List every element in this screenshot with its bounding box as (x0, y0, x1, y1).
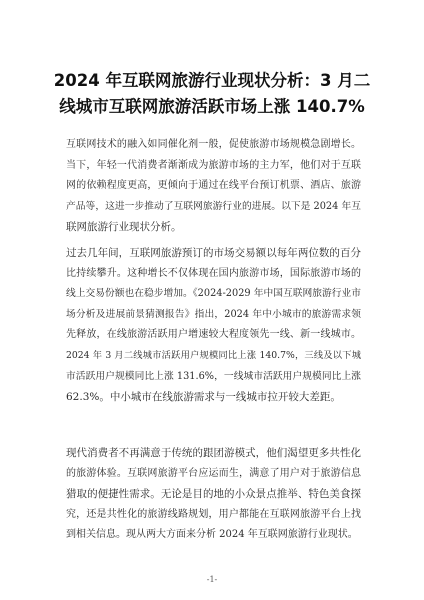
paragraph-line: 到相关信息。现从两大方面来分析 2024 年互联网旅游行业现状。 (66, 529, 358, 541)
paragraph-line: 当下，年轻一代消费者渐渐成为旅游市场的主力军，他们对于互联 (66, 159, 361, 171)
paragraph-market-growth (66, 243, 361, 408)
paragraph-line: 线上交易份额也在稳步增加。《2024-2029 年中国互联网旅游行业市 (66, 288, 361, 300)
paragraph-line: 网的依赖程度更高，更倾向于通过在线平台预订机票、酒店、旅游 (66, 180, 361, 192)
paragraph-line: 先释放，在线旅游活跃用户增速较大程度领先一线、新一线城市。 (66, 329, 361, 341)
paragraph-line: 的旅游体验。互联网旅游平台应运而生，满意了用户对于旅游信息 (66, 467, 361, 479)
paragraph-line: 究，还是共性化的旅游线路规划，用户都能在互联网旅游平台上找 (66, 508, 361, 520)
paragraph-intro (66, 135, 361, 238)
paragraph-consumer-trends (66, 443, 361, 546)
paragraph-line: 62.3%。中小城市在线旅游需求与一线城市拉开较大差距。 (66, 391, 341, 404)
page-number: -1- (206, 575, 218, 584)
paragraph-line: 产品等，这进一步推动了互联网旅游行业的进展。以下是 2024 年互 (66, 200, 361, 212)
paragraph-line: 互联网技术的融入如同催化剂一般，促使旅游市场规模急剧增长。 (66, 139, 361, 150)
paragraph-line: 2024 年 3 月二线城市活跃用户规模同比上涨 140.7%，三线及以下城 (66, 349, 361, 361)
document-title (48, 68, 376, 120)
title-line-2: 线城市互联网旅游活跃市场上涨 140.7% (59, 97, 365, 116)
paragraph-line: 现代消费者不再满意于传统的跟团游模式，他们渴望更多共性化 (66, 447, 361, 459)
paragraph-line: 过去几年间，互联网旅游预订的市场交易额以每年两位数的百分 (66, 247, 361, 259)
paragraph-line: 市活跃用户规模同比上涨 131.6%，一线城市活跃用户规模同比上涨 (66, 370, 361, 382)
paragraph-line: 联网旅游行业现状分析。 (66, 221, 182, 234)
paragraph-line: 比持续攀升。这种增长不仅体现在国内旅游市场，国际旅游市场的 (66, 267, 361, 279)
title-line-1: 2024 年互联网旅游行业现状分析：3 月二 (53, 71, 371, 90)
paragraph-line: 场分析及进展前景猜测报告》指出，2024 年中小城市的旅游需求领 (66, 308, 361, 320)
paragraph-line: 猎取的便捷性需求。无论是目的地的小众景点推举、特色美食探 (66, 488, 361, 501)
